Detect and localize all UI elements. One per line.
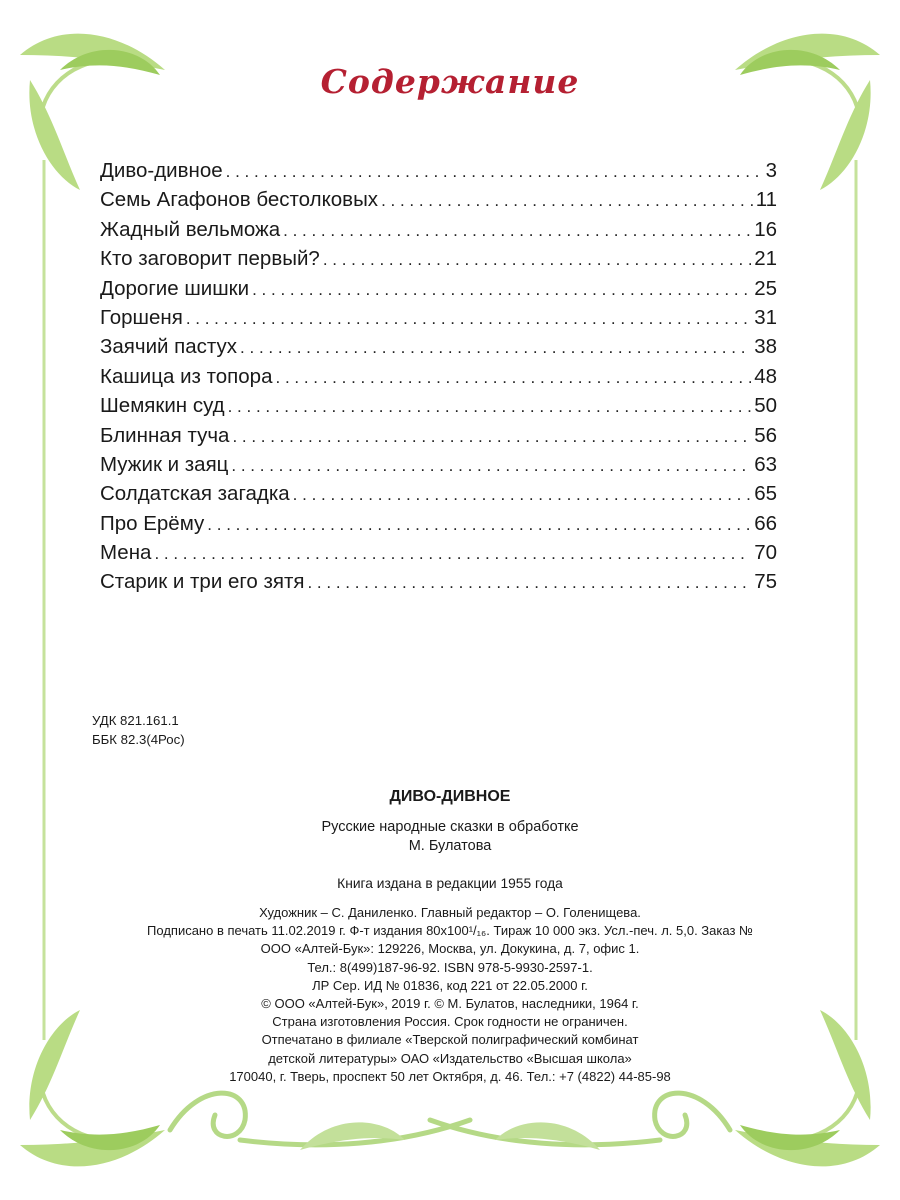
toc-entry-title: Кто заговорит первый? <box>100 247 320 271</box>
credit-line: Тел.: 8(499)187-96-92. ISBN 978-5-9930-2597-1. <box>307 959 593 975</box>
bbk-code: ББК 82.3(4Рос) <box>92 732 185 747</box>
toc-entry <box>100 509 777 538</box>
toc-entry-page: 3 <box>765 159 777 182</box>
toc-entry-page: 11 <box>755 188 777 212</box>
page-title: Содержание <box>320 62 580 101</box>
dot-leader <box>226 157 763 186</box>
credit-line: 170040, г. Тверь, проспект 50 лет Октября, д. 46. Тел.: +7 (4822) 44-85-98 <box>229 1068 671 1084</box>
dot-leader <box>231 451 751 480</box>
toc-entry <box>100 215 777 244</box>
toc-entry-page: 38 <box>754 335 777 359</box>
toc-entry <box>100 479 777 508</box>
toc-entry-page: 70 <box>754 541 777 565</box>
toc-entry-title: Блинная туча <box>100 423 230 447</box>
toc-entry <box>100 421 777 450</box>
author-line: М. Булатова <box>408 838 492 854</box>
udk-code: УДК 821.161.1 <box>92 713 179 728</box>
credit-line: Отпечатано в филиале «Тверской полиграфический комбинат <box>261 1032 639 1048</box>
toc-entry <box>100 567 777 596</box>
dot-leader <box>207 510 751 539</box>
dot-leader <box>381 186 753 215</box>
credit-line: ЛР Сер. ИД № 01836, код 221 от 22.05.2000 г. <box>312 977 588 993</box>
toc-entry-title: Про Ерёму <box>100 511 205 535</box>
credit-line: © ООО «Алтей-Бук», 2019 г. © М. Булатов, наследники, 1964 г. <box>261 996 639 1012</box>
toc-entry-title: Заячий пастух <box>100 335 238 359</box>
edition-note: Книга издана в редакции 1955 года <box>337 876 563 891</box>
toc-entry-title: Диво-дивное <box>100 159 223 182</box>
toc-entry-page: 66 <box>754 511 777 535</box>
dot-leader <box>154 539 751 568</box>
dot-leader <box>186 304 751 333</box>
toc-entry <box>100 362 777 391</box>
toc-entry <box>100 244 777 273</box>
toc-entry-title: Мена <box>100 541 152 565</box>
toc-entry <box>100 185 777 214</box>
dot-leader <box>252 275 751 304</box>
toc-entry-title: Дорогие шишки <box>100 276 250 300</box>
toc-entry-page: 65 <box>754 482 777 506</box>
toc-entry-page: 50 <box>754 394 777 418</box>
toc-entry-title: Шемякин суд <box>100 394 225 418</box>
toc-entry-title: Горшеня <box>100 305 183 329</box>
credit-line: Подписано в печать 11.02.2019 г. Ф-т издания 80x100¹/₁₆. Тираж 10 000 экз. Усл.-печ. л. 5,0. Заказ № <box>147 923 753 939</box>
toc-entry-page: 75 <box>754 570 777 594</box>
dot-leader <box>293 480 752 509</box>
toc-entry-page: 21 <box>754 247 777 271</box>
dot-leader <box>228 392 752 421</box>
toc-entry-page: 56 <box>754 423 777 447</box>
toc-entry-title: Семь Агафонов бестолковых <box>100 188 379 212</box>
table-of-contents <box>100 156 777 597</box>
toc-entry-title: Мужик и заяц <box>100 452 229 476</box>
toc-entry <box>100 156 777 185</box>
credit-line: ООО «Алтей-Бук»: 129226, Москва, ул. Докукина, д. 7, офис 1. <box>260 941 640 957</box>
toc-entry <box>100 450 777 479</box>
book-subtitle <box>0 818 900 856</box>
dot-leader <box>240 333 751 362</box>
publication-credits <box>0 904 900 1086</box>
toc-entry-title: Жадный вельможа <box>100 217 281 241</box>
subtitle-line: Русские народные сказки в обработке <box>321 819 579 835</box>
dot-leader <box>323 245 751 274</box>
dot-leader <box>276 363 752 392</box>
book-title: ДИВО-ДИВНОЕ <box>389 788 511 805</box>
dot-leader <box>283 216 751 245</box>
toc-entry-page: 16 <box>754 217 777 241</box>
toc-entry-page: 48 <box>754 364 777 388</box>
toc-entry <box>100 274 777 303</box>
toc-entry <box>100 332 777 361</box>
toc-entry-page: 63 <box>754 452 777 476</box>
toc-entry <box>100 303 777 332</box>
credit-line: детской литературы» ОАО «Издательство «Высшая школа» <box>268 1050 632 1066</box>
credit-line: Страна изготовления Россия. Срок годности не ограничен. <box>272 1014 628 1030</box>
dot-leader <box>307 568 751 597</box>
toc-entry-page: 25 <box>754 276 777 300</box>
toc-entry-title: Старик и три его зятя <box>100 570 305 594</box>
toc-entry-title: Солдатская загадка <box>100 482 290 506</box>
toc-entry-page: 31 <box>754 305 777 329</box>
toc-entry <box>100 538 777 567</box>
credit-line: Художник – С. Даниленко. Главный редактор – О. Голенищева. <box>259 905 641 920</box>
dot-leader <box>232 422 751 451</box>
toc-entry <box>100 391 777 420</box>
classification-codes <box>92 711 185 749</box>
toc-entry-title: Кашица из топора <box>100 364 273 388</box>
